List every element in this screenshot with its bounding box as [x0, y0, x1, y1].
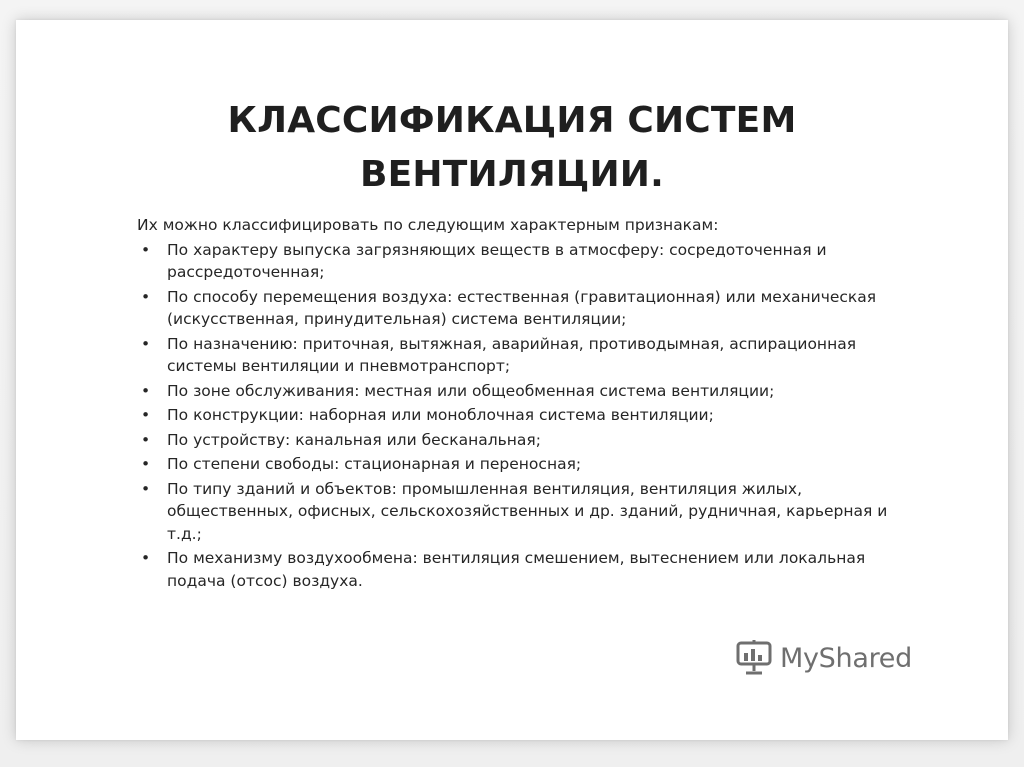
list-item — [137, 547, 897, 592]
bullet-icon: • — [141, 549, 151, 567]
bullet-icon: • — [141, 334, 151, 353]
myshared-watermark — [734, 638, 912, 678]
list-item — [137, 429, 897, 452]
list-item-text: По способу перемещения воздуха: естественная (гравитационная) или механическая (искусственная, принудительная) система вентиляции; — [167, 287, 877, 328]
list-item — [137, 453, 897, 476]
list-item-text: По зоне обслуживания: местная или общеобменная система вентиляции; — [167, 381, 775, 400]
myshared-logo-icon — [734, 640, 774, 676]
bullet-icon: • — [141, 287, 151, 306]
list-item — [137, 286, 897, 331]
list-item — [137, 404, 897, 427]
bullet-icon: • — [141, 381, 151, 400]
list-item — [137, 478, 897, 546]
slide-body — [137, 214, 897, 594]
bullet-icon: • — [141, 240, 151, 259]
list-item — [137, 333, 897, 378]
list-item-text: По устройству: канальная или бесканальная; — [167, 430, 541, 449]
classification-list — [137, 239, 897, 593]
list-item — [137, 239, 897, 284]
list-item-text: По характеру выпуска загрязняющих веществ в атмосферу: сосредоточенная и рассредоточенная; — [167, 240, 827, 281]
list-item-text: По назначению: приточная, вытяжная, аварийная, противодымная, аспирационная системы вентиляции и пневмотранспорт; — [167, 334, 857, 375]
list-item — [137, 380, 897, 403]
list-item-text: По степени свободы: стационарная и переносная; — [167, 455, 582, 473]
list-item-text: По конструкции: наборная или моноблочная система вентиляции; — [167, 406, 714, 424]
slide-title-line-1: КЛАССИФИКАЦИЯ СИСТЕМ — [227, 100, 797, 141]
bullet-icon: • — [141, 455, 151, 473]
slide-title-line-2: ВЕНТИЛЯЦИИ. — [360, 154, 664, 195]
myshared-logo-text: MyShared — [780, 642, 912, 674]
bullet-icon: • — [141, 430, 151, 449]
intro-text: Их можно классифицировать по следующим характерным признакам: — [137, 216, 719, 234]
list-item-text: По типу зданий и объектов: промышленная вентиляция, вентиляция жилых, общественных, офисных, сельскохозяйственных и др. зданий, рудничная, карьерная и т.д.; — [167, 479, 888, 543]
slide-title — [16, 94, 1008, 202]
bullet-icon: • — [141, 479, 151, 498]
slide — [16, 20, 1008, 740]
list-item-text: По механизму воздухообмена: вентиляция смешением, вытеснением или локальная подача (отсос) воздуха. — [167, 549, 866, 590]
bullet-icon: • — [141, 406, 151, 424]
